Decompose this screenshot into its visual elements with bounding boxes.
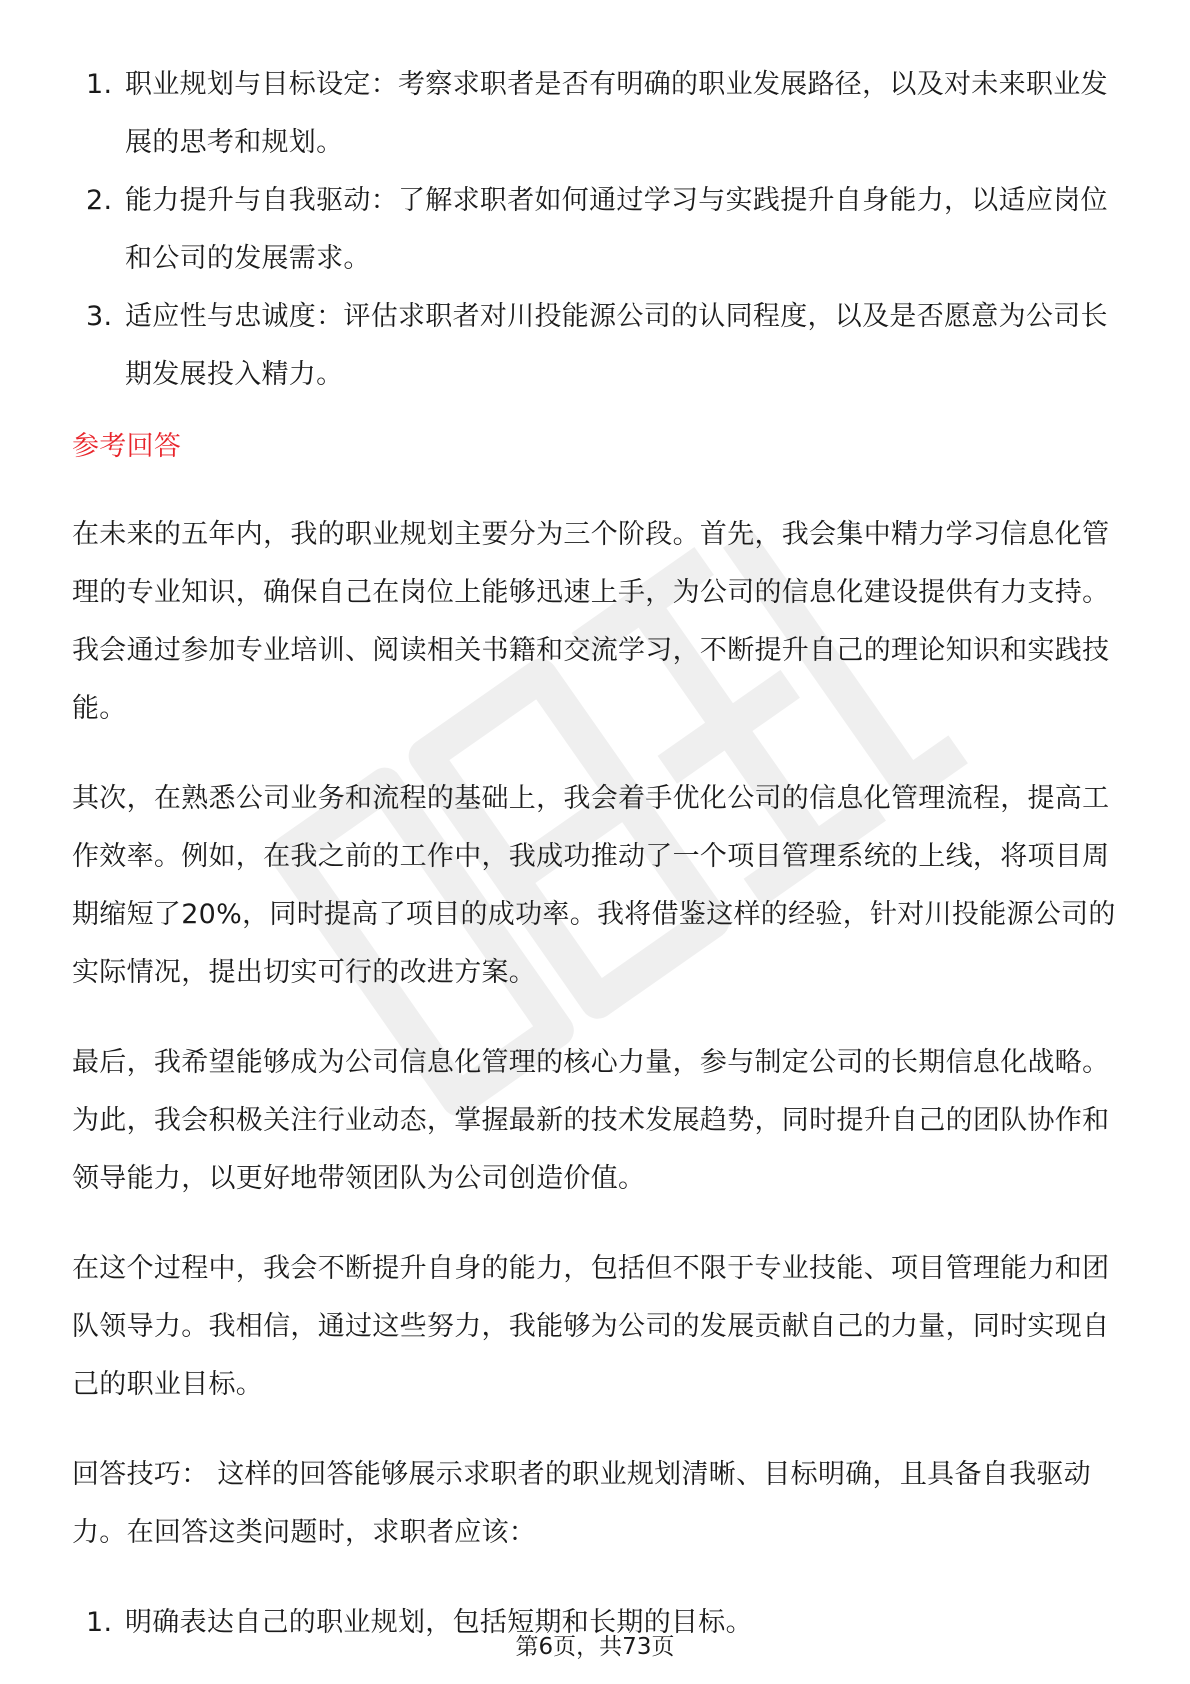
list-item-text: 职业规划与目标设定：考察求职者是否有明确的职业发展路径，以及对未来职业发展的思考和规划。 <box>125 69 1108 158</box>
list-item-number: 2. <box>86 185 113 216</box>
list-item-text: 适应性与忠诚度：评估求职者对川投能源公司的认同程度，以及是否愿意为公司长期发展投入精力。 <box>125 301 1108 390</box>
list-item-number: 1. <box>86 1607 113 1638</box>
intro-list <box>72 56 1122 404</box>
list-item-number: 3. <box>86 301 113 332</box>
list-item <box>72 172 1122 288</box>
page-number-footer: 第6页，共73页 <box>515 1634 675 1660</box>
answer-paragraph: 其次，在熟悉公司业务和流程的基础上，我会着手优化公司的信息化管理流程，提高工作效率。例如，在我之前的工作中，我成功推动了一个项目管理系统的上线，将项目周期缩短了20%，同时提高了项目的成功率。我将借鉴这样的经验，针对川投能源公司的实际情况，提出切实可行的改进方案。 <box>72 783 1116 988</box>
answer-paragraph: 在这个过程中，我会不断提升自身的能力，包括但不限于专业技能、项目管理能力和团队领导力。我相信，通过这些努力，我能够为公司的发展贡献自己的力量，同时实现自己的职业目标。 <box>72 1253 1110 1400</box>
list-item-text: 明确表达自己的职业规划，包括短期和长期的目标。 <box>125 1607 753 1638</box>
list-item-text: 能力提升与自我驱动：了解求职者如何通过学习与实践提升自身能力，以适应岗位和公司的发展需求。 <box>125 185 1108 274</box>
answer-paragraph: 最后，我希望能够成为公司信息化管理的核心力量，参与制定公司的长期信息化战略。为此，我会积极关注行业动态，掌握最新的技术发展趋势，同时提升自己的团队协作和领导能力，以更好地带领团队为公司创造价值。 <box>72 1047 1110 1194</box>
reference-answer-heading: 参考回答 <box>72 431 182 462</box>
tips-paragraph: 回答技巧： 这样的回答能够展示求职者的职业规划清晰、目标明确，且具备自我驱动力。在回答这类问题时，求职者应该： <box>72 1459 1091 1548</box>
list-item <box>72 56 1122 172</box>
list-item-number: 1. <box>86 69 113 100</box>
content-area <box>72 56 1122 1666</box>
answer-paragraph: 在未来的五年内，我的职业规划主要分为三个阶段。首先，我会集中精力学习信息化管理的专业知识，确保自己在岗位上能够迅速上手，为公司的信息化建设提供有力支持。我会通过参加专业培训、阅读相关书籍和交流学习，不断提升自己的理论知识和实践技能。 <box>72 519 1110 724</box>
list-item <box>72 288 1122 404</box>
